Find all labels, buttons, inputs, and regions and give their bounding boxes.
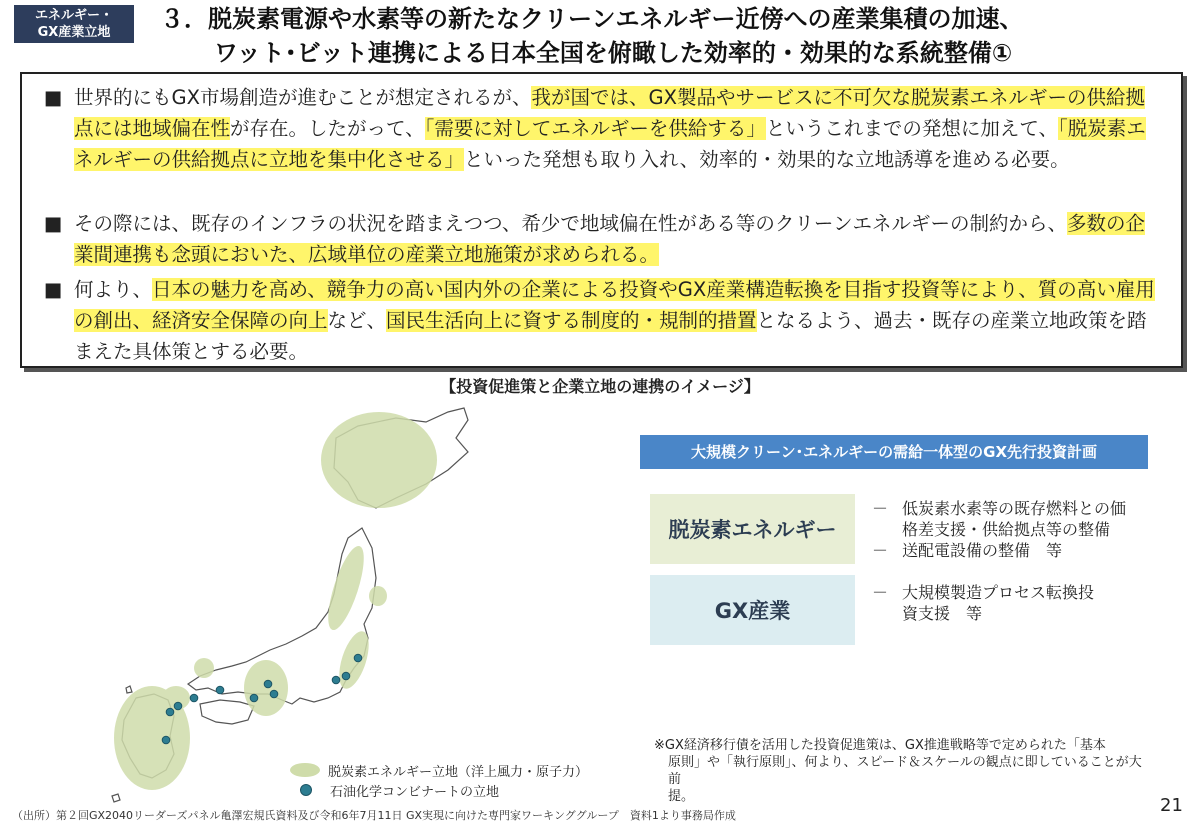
figure-caption: 【投資促進策と企業立地の連携のイメージ】 — [440, 377, 760, 396]
category-decarbonized-energy-items — [872, 498, 1126, 561]
bullet-2 — [44, 208, 1164, 270]
summary-box — [20, 72, 1183, 368]
source-note: （出所）第２回GX2040リーダーズパネル亀澤宏規氏資料及び令和6年7月11日 GX実現に向けた専門家ワーキンググループ 資料1より事務局作成 — [12, 809, 736, 822]
page-title-line1: ３．脱炭素電源や水素等の新たなクリーンエネルギー近傍への産業集積の加速、 — [160, 5, 1024, 33]
island-shape — [112, 794, 120, 802]
bullet-segment: といった発想も取り入れ、効率的・効果的な立地誘導を進める必要。 — [464, 148, 1070, 171]
section-tag-line1: エネルギー・ — [34, 8, 113, 23]
complex-dot-icon — [300, 784, 312, 796]
bullet-highlight: 我が国では、GX製品やサービスに不可欠な脱炭素エネルギーの供給拠点には地域偏在性 — [74, 86, 1145, 140]
complex-dot — [270, 690, 278, 698]
bullet-1 — [44, 82, 1164, 175]
page-title-line2: ワット･ビット連携による日本全国を俯瞰した効率的・効果的な系統整備① — [214, 39, 1013, 67]
item-line: 資支援 等 — [902, 604, 983, 623]
zone-swatch-icon — [290, 763, 320, 777]
footnote-line: 原則」や「執行原則」、何より、スピード＆スケールの観点に即していることが大前 — [668, 755, 1142, 787]
japan-map — [96, 398, 546, 818]
item-line: 低炭素水素等の既存燃料との価 — [902, 499, 1127, 518]
bullet-3 — [44, 274, 1164, 367]
energy-zones — [114, 412, 437, 790]
complex-dot — [216, 686, 224, 694]
bullet-text — [74, 208, 1164, 270]
complex-dot — [264, 680, 272, 688]
legend-complex-label: 石油化学コンビナートの立地 — [330, 784, 500, 800]
item-line: 送配電設備の整備 等 — [902, 541, 1063, 560]
item — [872, 582, 1094, 624]
footnote — [654, 737, 1154, 805]
item-line: 格差支援・供給拠点等の整備 — [902, 520, 1111, 539]
category-gx-industry-items — [872, 582, 1094, 624]
item — [872, 498, 1126, 540]
complex-dot — [162, 736, 170, 744]
zone-kyushu — [114, 686, 190, 790]
bullet-segment: など、 — [327, 309, 387, 332]
bullet-segment: が存在。したがって、 — [230, 117, 425, 140]
bullet-highlight: 国民生活向上に資する制度的・規制的措置 — [386, 309, 757, 332]
complex-dot — [190, 694, 198, 702]
bullet-marker: ■ — [44, 278, 63, 301]
item — [872, 540, 1126, 561]
legend-zone — [290, 760, 588, 780]
island-shape — [126, 686, 132, 693]
bullet-marker: ■ — [44, 212, 63, 235]
footnote-line: 提。 — [668, 789, 695, 804]
bullet-text — [74, 82, 1164, 175]
bullet-highlight: 多数の企業間連携も念頭においた、広域単位の産業立地施策が求められる。 — [74, 212, 1145, 266]
dash-marker: － — [872, 583, 889, 602]
bullet-segment: その際には、既存のインフラの状況を踏まえつつ、希少で地域偏在性がある等のクリーンエネルギーの制約から、 — [74, 212, 1067, 235]
complex-dot — [354, 654, 362, 662]
bullet-text — [74, 274, 1164, 367]
bullet-marker: ■ — [44, 86, 63, 109]
bullet-highlight: 日本の魅力を高め、競争力の高い国内外の企業による投資やGX産業構造転換を目指す投資等により、質の高い雇用の創出、経済安全保障の向上 — [74, 278, 1155, 332]
zone-hokuriku — [194, 658, 214, 678]
bullet-segment: 何より、 — [74, 278, 153, 301]
dash-marker: － — [872, 541, 889, 560]
shikoku-shape — [200, 700, 254, 724]
bullet-highlight: 「脱炭素エネルギーの供給拠点に立地を集中化させる」 — [74, 117, 1146, 171]
section-tag-line2: GX産業立地 — [37, 25, 111, 40]
bullet-segment: というこれまでの発想に加えて、 — [765, 117, 1059, 140]
complex-dot — [332, 676, 340, 684]
complex-dot — [342, 672, 350, 680]
zone-tohoku-east — [369, 586, 387, 606]
complex-dot — [174, 702, 182, 710]
bullet-segment: となるよう、過去・既存の産業立地政策を踏まえた具体策とする必要。 — [74, 309, 1147, 363]
page-title — [160, 2, 1195, 70]
dash-marker: － — [872, 499, 889, 518]
footnote-line: ※GX経済移行債を活用した投資促進策は、GX推進戦略等で定められた「基本 — [654, 738, 1106, 753]
map-legend — [290, 760, 588, 800]
section-tag — [14, 5, 134, 43]
plan-banner: 大規模クリーン･エネルギーの需給一体型のGX先行投資計画 — [640, 435, 1148, 469]
legend-complex — [290, 780, 588, 800]
bullet-highlight: 「需要に対してエネルギーを供給する」 — [424, 117, 766, 140]
zone-kansai — [244, 660, 288, 716]
complex-dot — [166, 708, 174, 716]
bullet-segment: 世界的にもGX市場創造が進むことが想定されるが、 — [74, 86, 532, 109]
item-line: 大規模製造プロセス転換投 — [902, 583, 1095, 602]
legend-zone-label: 脱炭素エネルギー立地（洋上風力・原子力） — [328, 764, 589, 780]
complex-dot — [250, 694, 258, 702]
category-decarbonized-energy: 脱炭素エネルギー — [650, 494, 855, 564]
page-number: 21 — [1160, 795, 1183, 816]
category-gx-industry: GX産業 — [650, 575, 855, 645]
zone-hokkaido — [321, 412, 437, 508]
